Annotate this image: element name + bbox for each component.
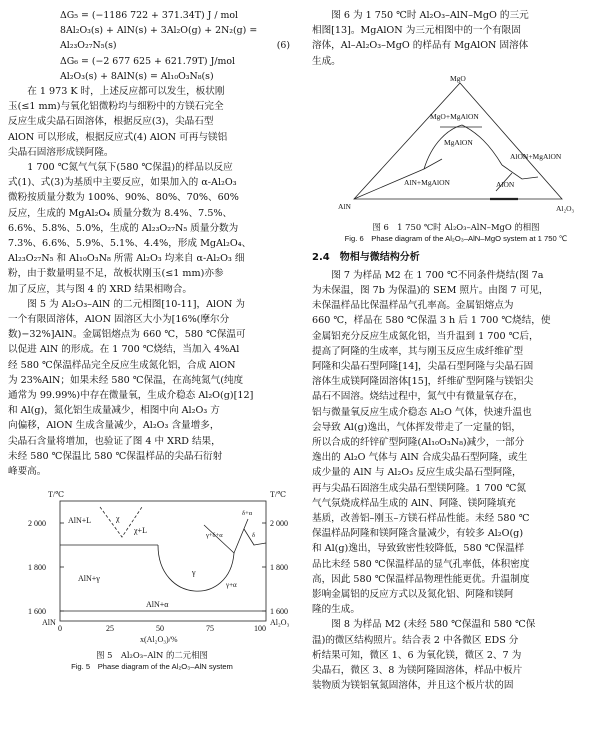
text-line: 加了反应，其与图 4 的 XRD 结果相吻合。 (8, 283, 192, 295)
text-line: 式(1)、式(3)为基质中主要反应，如果加入的 α-Al₂O₃ (8, 177, 237, 189)
x-tick: 0 (58, 624, 62, 634)
y-tick: 1 600 (28, 607, 46, 617)
text-line: 未保温样品比保温样品气孔率高。金属铝熔点为 (312, 300, 514, 312)
equation-6-line1: 8Al₂O₃(s) + AlN(s) + 3Al₂O(g) + 2N₂(g) = (60, 25, 258, 37)
text-line: 峰要高。 (8, 466, 47, 478)
vertex-label: Al₂O₃ (556, 203, 575, 213)
text-line: 经 580 ℃保温样品完全反应生成氮化铝，合成 AlON (8, 359, 236, 371)
paragraph-5 (312, 617, 600, 693)
y2-axis-label: T/℃ (270, 490, 287, 500)
y-tick: 1 800 (28, 563, 46, 573)
paragraph-1 (8, 84, 296, 160)
region-label: AlON+MgAlON (510, 151, 562, 161)
text-line: 6.6%、5.8%、5.0%，生成的 Al₂₃O₂₇N₅ 质量分数为 (8, 222, 239, 234)
text-line: 基质，改善铝–刚玉–方镁石样品性能。未经 580 ℃ (312, 513, 530, 525)
text-line: 析结果可知，微区 1、6 为氧化镁，微区 2、7 为 (312, 649, 522, 661)
text-line: 溶体生成镁阿隆固溶体[15]，纤维矿型阿隆与镁铝尖 (312, 376, 534, 388)
text-line: 隆的生成。 (312, 604, 360, 616)
text-line: 尖晶石含量将增加，也验证了图 4 中 XRD 结果， (8, 435, 221, 447)
region-label: AlN+MgAlON (404, 177, 450, 187)
text-line: 铝与微量氧反应生成介稳态 Al₂O 气体，快速升温也 (312, 406, 532, 418)
equation-number: (6) (276, 40, 290, 52)
vertex-label: AlN (338, 201, 351, 211)
paragraph-fig6-intro (312, 8, 600, 69)
left-column (8, 8, 296, 672)
y-axis-label: T/℃ (48, 490, 65, 500)
text-line: 金属铝充分反应生成氮化铝，当升温到 1 700 ℃后， (312, 330, 539, 342)
text-line: 反应生成尖晶石固溶体，根据反应(3)，尖晶石型 (8, 116, 214, 128)
region-label: γ+δ+α (206, 532, 223, 540)
vertex-label: MgO (450, 73, 466, 83)
x-tick: 25 (106, 624, 114, 634)
region-label: AlN+L (68, 516, 92, 526)
text-line: 装物质为镁铝氧氮固溶体，并且这个板片状的固 (312, 680, 514, 692)
text-line: 尖晶石，微区 3、8 为镁阿隆固溶体，样品中板片 (312, 665, 523, 677)
text-line: 尖晶石固溶形成镁阿隆。 (8, 146, 114, 158)
text-line: 提高了阿隆的生成率，其与刚玉反应生成纤维矿型 (312, 345, 524, 357)
text-line: 图 8 为样品 M2 (未经 580 ℃保温和 580 ℃保 (331, 619, 536, 631)
equation-dg6: ΔG₆ = (−2 677 625 + 621.79T) J/mol (60, 55, 236, 67)
region-label: γ+α (226, 581, 237, 590)
text-line: 影响金属铝的反应方式以及氮化铝、阿隆和镁阿 (312, 589, 514, 601)
region-label: δ (252, 532, 256, 540)
text-line: 温)的微区结构照片。结合表 2 中各微区 EDS 分 (312, 634, 519, 646)
text-line: 玉(≤1 mm)与氧化铝微粉均与细粉中的方镁石完全 (8, 101, 224, 113)
text-line: 1 700 ℃氮气气氛下(580 ℃保温)的样品以反应 (27, 162, 233, 174)
equation-dg5: ΔG₅ = (−1186 722 + 371.34T) J / mol (60, 10, 238, 21)
figure-6-caption-cn: 图 6 1 750 ℃时 Al₂O₃–AlN–MgO 的相图 (372, 221, 540, 232)
figure-5 (8, 485, 296, 672)
text-line: 和 Al(g)逸出，导致致密性较降低，580 ℃保温样 (312, 543, 525, 555)
text-line: 一个有限固溶体，AlON 固溶区大小为[16%(摩尔分 (8, 314, 230, 326)
figure-6-caption-en: Fig. 6 Phase diagram of the Al₂O₃–AlN–MgO system at 1 750 ℃ (344, 233, 568, 243)
text-line: 为未保温，图 7b 为保温)的 SEM 照片。由图 7 可见， (312, 285, 549, 297)
text-line: 数)−32%]AlN。金属铝熔点为 660 ℃，580 ℃保温可 (8, 329, 246, 341)
text-line: 成少量的 AlN 与 Al₂O₃ 反应生成尖晶石型阿隆， (312, 467, 522, 479)
text-line: 所以合成的纤锌矿型阿隆(Al₁₀O₃N₈)减少，一部分 (312, 437, 525, 449)
text-line: 晶石不固溶。烧结过程中，氮气中有微量氧存在， (312, 391, 524, 403)
figure-5-caption-en: Fig. 5 Phase diagram of the Al₂O₃–AlN system (71, 662, 233, 672)
text-line: 微粉按质量分数为 100%、90%、80%、70%、60% (8, 192, 239, 204)
y2-tick: 1 800 (270, 563, 288, 573)
paragraph-3 (8, 297, 296, 479)
right-end-label: Al₂O₃ (270, 618, 290, 628)
text-line: 和 Al(g)，氮化铝生成量减少，相图中向 Al₂O₃ 方 (8, 405, 220, 417)
figure-6 (312, 73, 600, 244)
text-line: 品比未经 580 ℃保温样品的显气孔率低，体积密度 (312, 558, 530, 570)
text-line: 气气氛烧成样品生成的 AlN、阿隆、镁阿隆填充 (312, 497, 516, 509)
region-label: γ (192, 568, 196, 578)
text-line: 为 23%AlN；如果未经 580 ℃保温，在高纯氮气(纯度 (8, 374, 244, 386)
x-tick: 100 (254, 624, 266, 634)
text-line: 660 ℃，样品在 580 ℃保温 3 h 后 1 700 ℃烧结，使 (312, 315, 551, 327)
text-line: 图 5 为 Al₂O₃–AlN 的二元相图[10-11]，AlON 为 (27, 298, 246, 310)
phase-diagram-al2o3-aln (8, 485, 296, 645)
region-label: MgAlON (444, 137, 473, 147)
phase-boundary (502, 165, 538, 179)
text-line: 溶体，Al–Al₂O₃–MgO 的样品有 MgAlON 固溶体 (312, 40, 529, 52)
region-label: δ+α (242, 510, 253, 518)
y2-tick: 1 600 (270, 607, 288, 617)
text-line: 在 1 973 K 时，上述反应都可以发生，板状刚 (27, 86, 225, 98)
x-tick: 50 (156, 624, 164, 634)
text-line: 相图[13]。MgAlON 为三元相图中的一个有限固 (312, 25, 521, 37)
text-line: 粉，由于数量明显不足，故板状刚玉(≤1 mm)亦参 (8, 268, 224, 280)
text-line: Al₂₃O₂₇N₅ 和 Al₁₀O₃N₈ 所需 Al₂O₃ 均来自 α-Al₂O₃ 细 (8, 253, 245, 265)
text-line: 反应，生成的 MgAl₂O₄ 质量分数为 8.4%、7.5%、 (8, 207, 233, 219)
region-label: χ+L (134, 526, 147, 536)
text-line: 逸出的 Al₂O 气体与 AlN 合成尖晶石型阿隆，或生 (312, 452, 528, 464)
equation-7: Al₂O₃(s) + 8AlN(s) = Al₁₀O₃N₈(s) (60, 70, 214, 82)
right-column (312, 8, 600, 694)
figure-5-caption-cn: 图 5 Al₂O₃–AlN 的二元相图 (96, 650, 208, 661)
region-label: AlN+α (146, 600, 169, 610)
region-label: AlON (496, 179, 515, 189)
text-line: 以促进 AlN 的形成。在 1 700 ℃烧结，当加入 4%Al (8, 344, 240, 356)
region-label: χ (116, 514, 120, 524)
text-line: 阿隆和尖晶石型阿隆[14]，尖晶石型阿隆与尖晶石固 (312, 361, 534, 373)
section-heading: 2.4 物相与微结构分析 (312, 251, 420, 263)
text-line: 生成。 (312, 55, 341, 67)
paragraph-4 (312, 268, 600, 618)
paragraph-2 (8, 160, 296, 297)
text-line: 图 6 为 1 750 ℃时 Al₂O₃–AlN–MgO 的三元 (331, 10, 529, 21)
text-line: 向偏移，AlON 生成含量减少，Al₂O₃ 含量增多， (8, 420, 220, 432)
ternary-phase-diagram (312, 73, 600, 217)
text-line: AlON 可以形成，根据反应式(4) AlON 可再与镁铝 (8, 131, 228, 143)
x-tick: 75 (206, 624, 214, 634)
text-line: 图 7 为样品 M2 在 1 700 ℃不同条件烧结(图 7a (331, 269, 544, 281)
gamma-boundary (158, 545, 234, 591)
region-label: MgO+MgAlON (430, 111, 479, 121)
text-line: 高，因此 580 ℃保温样品物理性能更优。升温制度 (312, 573, 530, 585)
equation-6-product: Al₂₃O₂₇N₅(s) (60, 40, 117, 52)
text-line: 7.3%、6.6%、5.9%、5.1%、4.4%，形成 MgAl₂O₄、 (8, 238, 252, 250)
text-line: 未经 580 ℃保温比 580 ℃保温样品的尖晶石衍射 (8, 450, 223, 462)
region-label: AlN+γ (78, 574, 100, 584)
y2-tick: 2 000 (270, 519, 288, 529)
text-line: 再与尖晶石固溶生成尖晶石型镁阿隆。1 700 ℃氮 (312, 482, 526, 494)
text-line: 会导致 Al(g)逸出，气体挥发带走了一定量的铝， (312, 421, 521, 433)
y-tick: 2 000 (28, 519, 46, 529)
text-line: 通常为 99.99%)中存在微量氧，生成介稳态 Al₂O(g)[12] (8, 390, 254, 402)
left-end-label: AlN (42, 618, 56, 628)
text-line: 保温样品阿隆和镁阿隆含量减少，有较多 Al₂O(g) (312, 528, 524, 540)
x-axis-label: x(Al₂O₃)/% (140, 635, 178, 645)
equation-6-line2 (8, 38, 296, 53)
